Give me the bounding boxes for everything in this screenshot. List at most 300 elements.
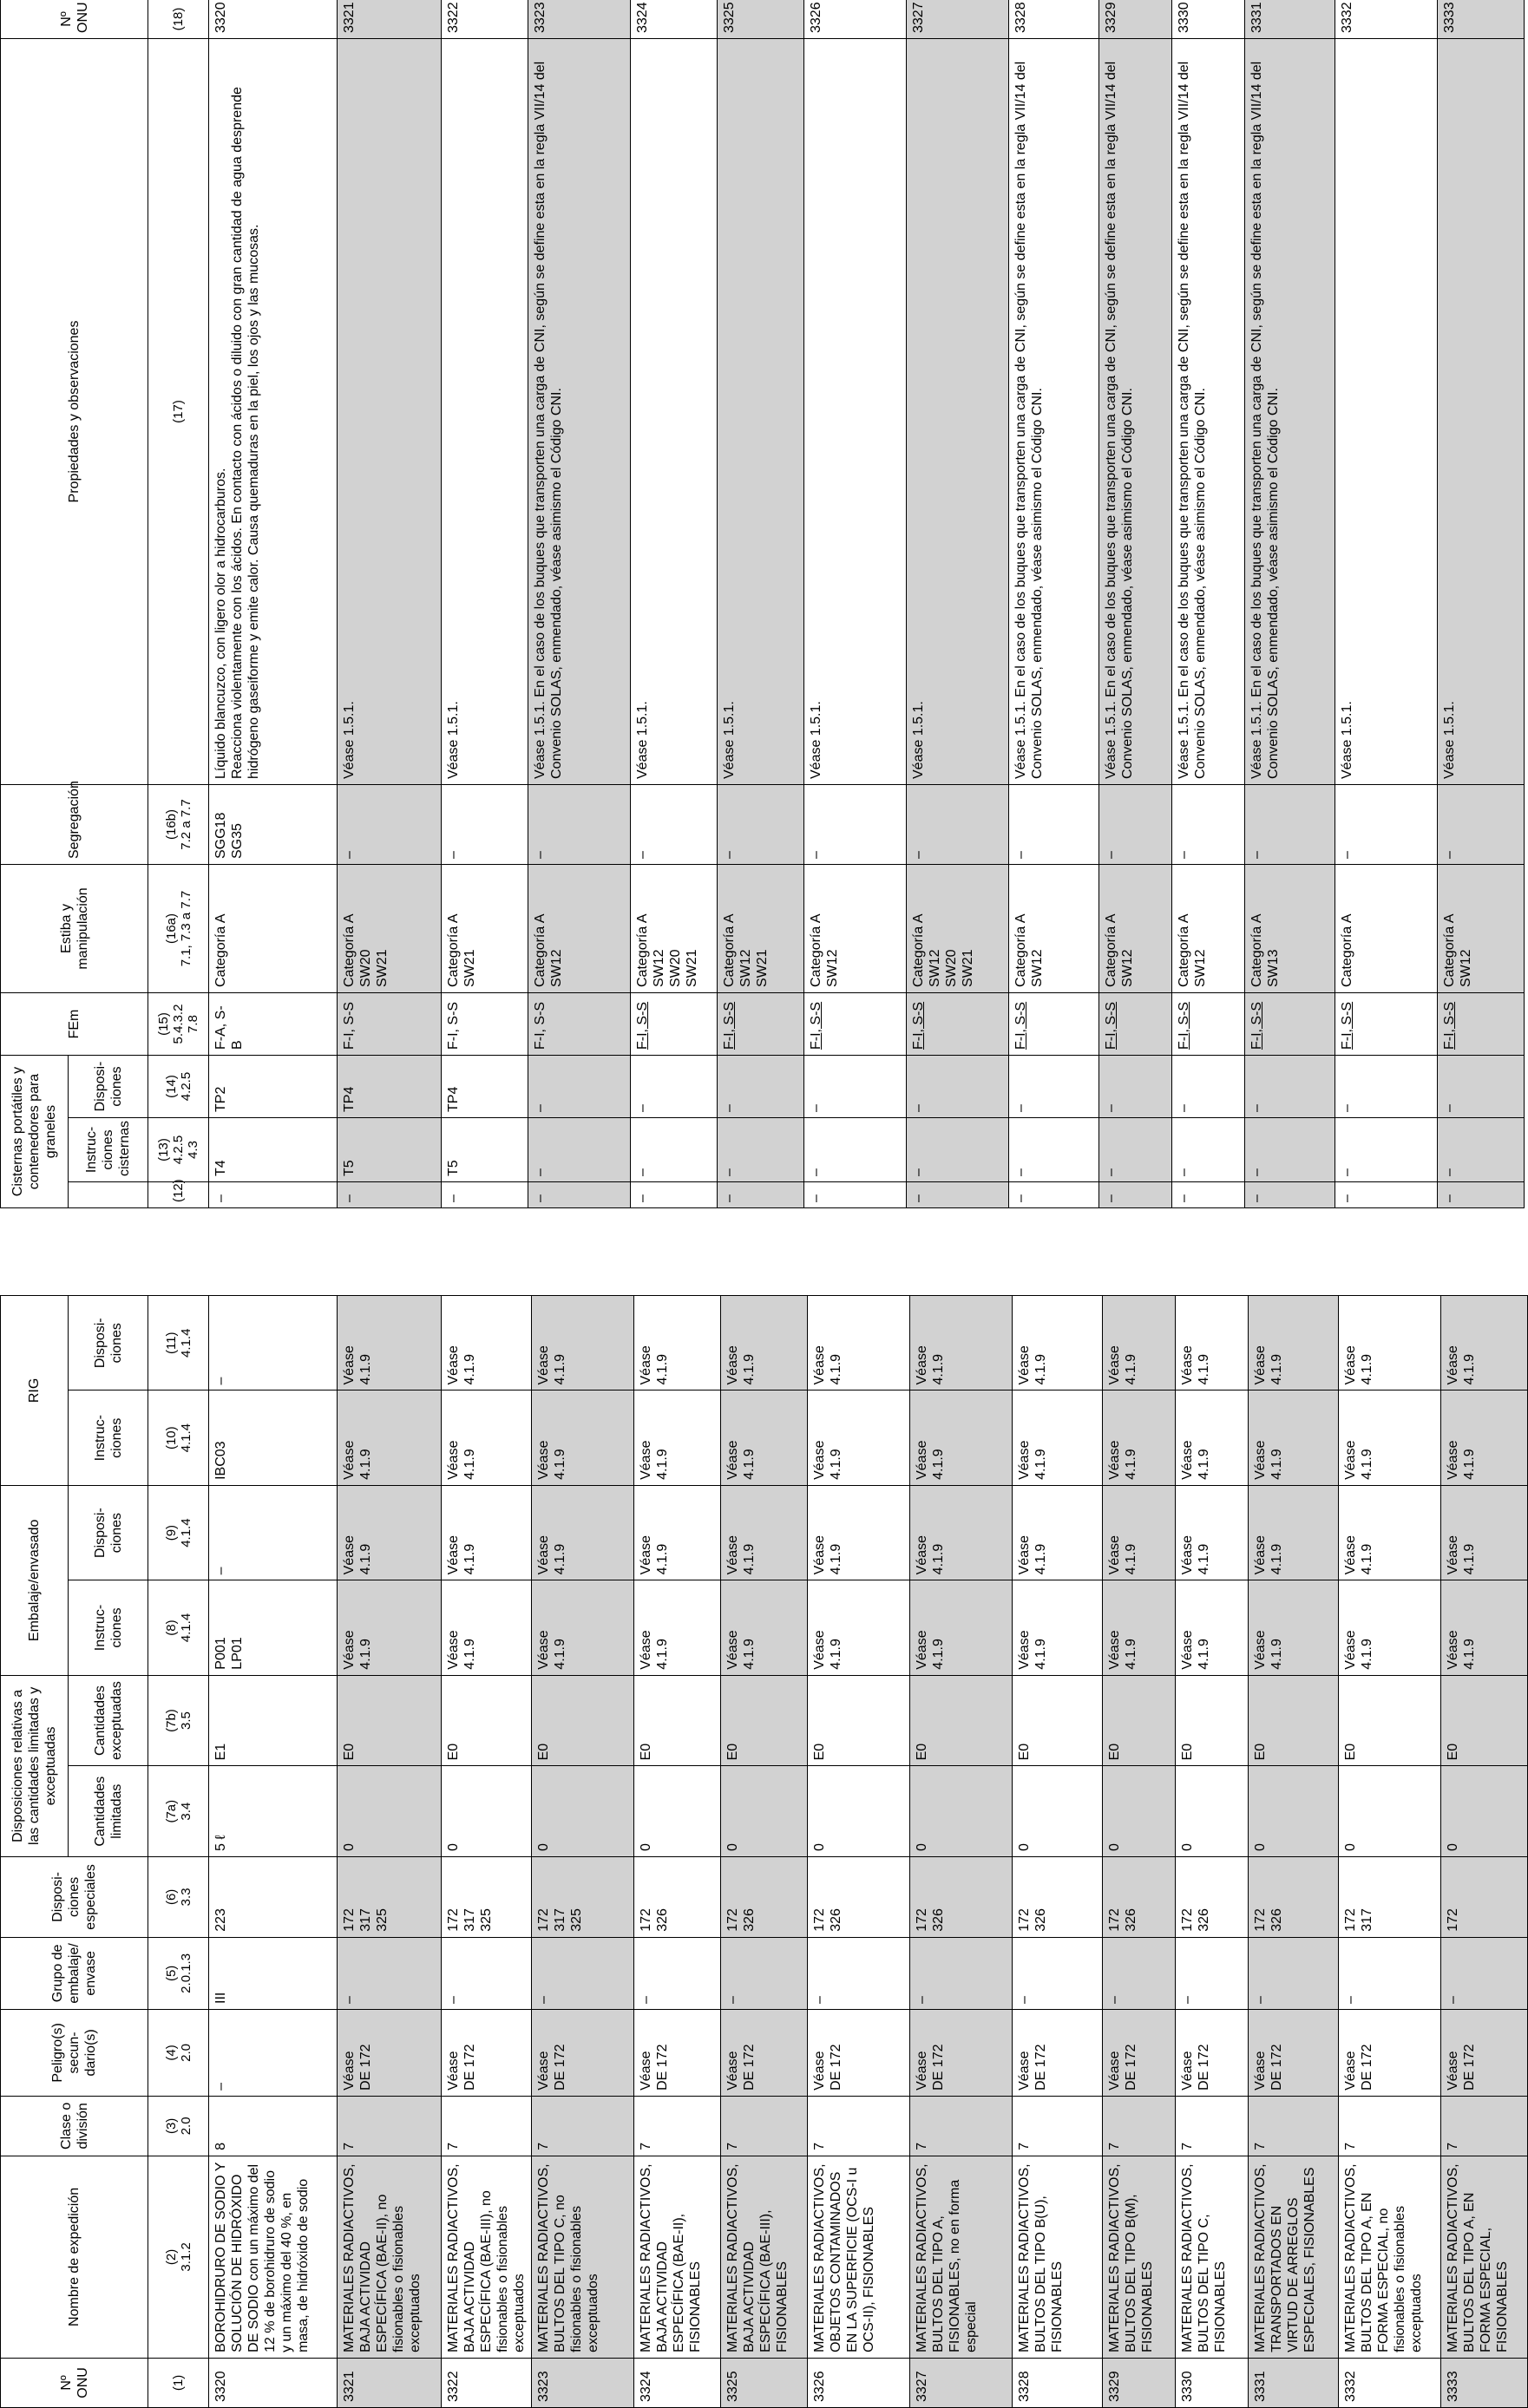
cell-c4: [1441, 2009, 1528, 2096]
cell-text: 7: [1107, 2142, 1122, 2150]
header-limited-quantities: Cantidades limitadas: [69, 1766, 148, 1857]
cell-text: F-A, S-B: [213, 1005, 245, 1050]
cell-c9: [338, 1485, 442, 1580]
cell-c2: [1103, 2156, 1176, 2358]
colnum-16a: (16a) 7.1, 7.3 a 7.7: [148, 865, 209, 993]
cell-c15: [1009, 993, 1099, 1056]
cell-c14: [1009, 1056, 1099, 1118]
cell-c18: [338, 0, 442, 39]
cell-text: 3324: [639, 2371, 653, 2402]
cell-c8: [442, 1580, 532, 1675]
cell-c15: [1172, 993, 1245, 1056]
cell-text: –: [635, 1194, 650, 1202]
cell-c7a: [338, 1766, 442, 1857]
cell-text: TP4: [342, 1086, 357, 1112]
cell-text: Véase 4.1.9: [1253, 1630, 1284, 1670]
cell-c2: [1013, 2156, 1103, 2358]
cell-text: Categoría A SW12: [809, 913, 840, 987]
cell-c12: [631, 1182, 718, 1208]
cell-c10: [209, 1390, 338, 1485]
cell-c18: [209, 0, 338, 39]
cell-text: F-I, S-S: [1249, 1001, 1264, 1050]
cell-c7b: [1441, 1675, 1528, 1766]
cell-text: 3320: [213, 2371, 228, 2402]
cell-text: Categoría A SW20 SW21: [342, 913, 390, 987]
cell-text: Categoría A SW12: [1177, 913, 1208, 987]
colnum-14: (14) 4.2.5: [148, 1056, 209, 1118]
header-un-number-left: Nº ONU: [1, 2358, 148, 2407]
cell-c6: [910, 1857, 1013, 1938]
cell-c17: [1099, 39, 1172, 785]
cell-text: –: [809, 1168, 823, 1176]
cell-text: 3329: [1104, 2, 1118, 33]
cell-text: Véase 4.1.9: [1017, 1534, 1048, 1575]
cell-c16a: [338, 865, 442, 993]
cell-text: –: [635, 851, 650, 859]
cell-text: 3323: [536, 2371, 551, 2402]
cell-text: –: [809, 1194, 823, 1202]
cell-text: Categoría A SW12: [533, 913, 564, 987]
cell-text: 7: [725, 2142, 740, 2150]
cell-c16b: [528, 785, 631, 865]
cell-text: –: [533, 1104, 548, 1112]
cell-c17: [907, 39, 1009, 785]
cell-text: Véase 4.1.9: [639, 1345, 670, 1385]
cell-c12: [1172, 1182, 1245, 1208]
cell-c16b: [1335, 785, 1438, 865]
cell-c4: [442, 2009, 532, 2096]
cell-c7b: [1249, 1675, 1339, 1766]
cell-c2: [1249, 2156, 1339, 2358]
cell-c8: [1441, 1580, 1528, 1675]
cell-c8: [209, 1580, 338, 1675]
cell-text: SGG18 SG35: [213, 812, 245, 859]
cell-text: 0: [812, 1843, 827, 1851]
header-ibc-instructions: Instruc- ciones: [69, 1390, 148, 1485]
cell-text: 0: [446, 1843, 461, 1851]
cell-c7b: [910, 1675, 1013, 1766]
cell-c7b: [721, 1675, 808, 1766]
colnum-1: (1): [148, 2358, 209, 2407]
cell-c17: [1335, 39, 1438, 785]
cell-text: F-I, S-S: [1104, 1001, 1118, 1050]
cell-text: 172 326: [1107, 1908, 1138, 1932]
cell-c3: [1249, 2096, 1339, 2156]
cell-text: Categoría A SW12: [1442, 913, 1473, 987]
cell-text: 3331: [1249, 2, 1264, 33]
cell-text: 7: [1253, 2142, 1268, 2150]
cell-text: –: [1249, 1104, 1264, 1112]
cell-c8: [1249, 1580, 1339, 1675]
cell-text: Categoría A SW12 SW20 SW21: [911, 913, 975, 987]
cell-text: E0: [1017, 1743, 1032, 1761]
table-row: [338, 1296, 442, 2408]
cell-text: Véase 4.1.9: [1107, 1345, 1138, 1385]
cell-text: –: [809, 851, 823, 859]
cell-c15: [442, 993, 528, 1056]
cell-text: –: [722, 1168, 737, 1176]
colnum-3: (3) 2.0: [148, 2096, 209, 2156]
cell-c1: [1176, 2358, 1249, 2407]
left-dg-table: [0, 1295, 1528, 2408]
right-table-body: [209, 0, 1525, 1208]
colnum-18: (18): [148, 0, 209, 39]
cell-c9: [209, 1485, 338, 1580]
cell-c14: [1245, 1056, 1335, 1118]
cell-c18: [1099, 0, 1172, 39]
cell-c18: [718, 0, 804, 39]
cell-c5: [1441, 1937, 1528, 2009]
cell-c9: [1103, 1485, 1176, 1580]
cell-text: –: [1177, 851, 1191, 859]
cell-c12: [1438, 1182, 1525, 1208]
cell-text: Véase 4.1.9: [1180, 1440, 1211, 1480]
header-tank-provisions: Disposi- ciones: [69, 1056, 148, 1118]
cell-c4: [1103, 2009, 1176, 2096]
cell-c16a: [1099, 865, 1172, 993]
cell-c17: [442, 39, 528, 785]
cell-c2: [1176, 2156, 1249, 2358]
cell-c14: [1438, 1056, 1525, 1118]
cell-c14: [338, 1056, 442, 1118]
cell-text: 7: [446, 2142, 461, 2150]
cell-c16a: [1245, 865, 1335, 993]
cell-text: MATERIALES RADIACTIVOS, BAJA ACTIVIDAD ESPECÍFICA (BAE-III), no fisionables o fisionables exceptuados: [446, 2163, 527, 2352]
cell-c16a: [907, 865, 1009, 993]
cell-text: MATERIALES RADIACTIVOS, BAJA ACTIVIDAD ESPECÍFICA (BAE-III), FISIONABLES: [725, 2163, 790, 2352]
cell-c10: [532, 1390, 634, 1485]
cell-text: Véase 4.1.9: [342, 1345, 373, 1385]
cell-text: Véase 4.1.9: [1253, 1534, 1284, 1575]
cell-c16b: [1438, 785, 1525, 865]
cell-c1: [532, 2358, 634, 2407]
cell-c6: [532, 1857, 634, 1938]
cell-c15: [718, 993, 804, 1056]
cell-c12: [338, 1182, 442, 1208]
cell-text: –: [446, 1194, 461, 1202]
cell-c9: [1249, 1485, 1339, 1580]
cell-text: –: [911, 851, 926, 859]
cell-c14: [442, 1056, 528, 1118]
cell-text: MATERIALES RADIACTIVOS, BULTOS DEL TIPO C, FISIONABLES: [1180, 2163, 1228, 2352]
cell-c6: [1103, 1857, 1176, 1938]
cell-c6: [1013, 1857, 1103, 1938]
cell-c4: [1176, 2009, 1249, 2096]
cell-text: MATERIALES RADIACTIVOS, BULTOS DEL TIPO A, EN FORMA ESPECIAL, FISIONABLES: [1446, 2163, 1510, 2352]
cell-c7a: [1249, 1766, 1339, 1857]
cell-text: 3333: [1442, 2, 1457, 33]
cell-c11: [634, 1296, 721, 1391]
cell-c10: [721, 1390, 808, 1485]
cell-c16b: [442, 785, 528, 865]
cell-c11: [338, 1296, 442, 1391]
cell-text: Véase DE 172: [1017, 2044, 1048, 2091]
cell-text: Véase 4.1.9: [915, 1440, 946, 1480]
cell-c14: [1335, 1056, 1438, 1118]
cell-text: –: [342, 1194, 357, 1202]
header-limited-excepted: Disposiciones relativas a las cantidades limitadas y exceptuadas: [1, 1675, 69, 1856]
cell-text: –: [812, 1996, 827, 2004]
cell-c18: [1438, 0, 1525, 39]
cell-text: Véase 4.1.9: [1180, 1345, 1211, 1385]
cell-text: Véase 1.5.1. En el caso de los buques que transporten una carga de CNI, según se define esta en la regla VII/14 del Convenio SOLAS, enmendado, véase asimismo el Código CNI.: [1177, 61, 1208, 779]
cell-c15: [338, 993, 442, 1056]
cell-text: F-I, S-S: [1013, 1001, 1028, 1050]
cell-text: Véase 4.1.9: [1253, 1440, 1284, 1480]
cell-c4: [1013, 2009, 1103, 2096]
colnum-2: (2) 3.1.2: [148, 2156, 209, 2358]
cell-text: 7: [915, 2142, 929, 2150]
cell-text: Véase 4.1.9: [725, 1534, 757, 1575]
cell-c11: [1441, 1296, 1528, 1391]
cell-c14: [631, 1056, 718, 1118]
cell-c6: [721, 1857, 808, 1938]
cell-c11: [1339, 1296, 1441, 1391]
cell-c13: [907, 1118, 1009, 1182]
cell-text: –: [639, 1996, 653, 2004]
cell-text: Véase 4.1.9: [1107, 1440, 1138, 1480]
header-packing-group: Grupo de embalaje/ envase: [1, 1937, 148, 2009]
header-ibc: RIG: [1, 1296, 69, 1486]
cell-text: III: [213, 1992, 228, 2004]
cell-c7b: [1176, 1675, 1249, 1766]
colnum-11: (11) 4.1.4: [148, 1296, 209, 1391]
cell-text: Categoría A SW12 SW21: [722, 913, 770, 987]
cell-text: –: [1442, 1104, 1457, 1112]
cell-text: Véase 4.1.9: [1446, 1440, 1477, 1480]
cell-text: –: [1104, 851, 1118, 859]
cell-text: Véase DE 172: [1253, 2044, 1284, 2091]
cell-c18: [442, 0, 528, 39]
table-row: [442, 0, 528, 1208]
cell-c2: [721, 2156, 808, 2358]
cell-text: Véase 4.1.9: [812, 1440, 843, 1480]
cell-c3: [1176, 2096, 1249, 2156]
cell-c11: [721, 1296, 808, 1391]
cell-text: F-I, S-S: [1177, 1001, 1191, 1050]
cell-c5: [1013, 1937, 1103, 2009]
cell-text: –: [533, 1194, 548, 1202]
cell-text: E0: [1253, 1743, 1268, 1761]
cell-c1: [1441, 2358, 1528, 2407]
cell-text: 3329: [1107, 2371, 1122, 2402]
header-un-number-right: Nº ONU: [1, 0, 148, 39]
cell-c13: [718, 1118, 804, 1182]
table-row: [528, 0, 631, 1208]
table-row: [804, 0, 907, 1208]
cell-text: –: [1180, 1996, 1195, 2004]
cell-text: Véase 1.5.1.: [911, 701, 926, 779]
cell-text: –: [725, 1996, 740, 2004]
colnum-4: (4) 2.0: [148, 2009, 209, 2096]
cell-text: 3326: [809, 2, 823, 33]
cell-text: Véase DE 172: [1180, 2044, 1211, 2091]
cell-c4: [532, 2009, 634, 2096]
cell-text: 172: [1446, 1908, 1460, 1932]
table-row: [907, 0, 1009, 1208]
cell-text: Categoría A SW12: [1104, 913, 1135, 987]
cell-c7a: [1339, 1766, 1441, 1857]
cell-c5: [1103, 1937, 1176, 2009]
cell-text: Véase 4.1.9: [446, 1440, 477, 1480]
colnum-16b: (16b) 7.2 a 7.7: [148, 785, 209, 865]
cell-c16b: [209, 785, 338, 865]
cell-c8: [532, 1580, 634, 1675]
cell-text: –: [1177, 1104, 1191, 1112]
cell-c16a: [1009, 865, 1099, 993]
cell-text: Véase 4.1.9: [812, 1630, 843, 1670]
cell-text: 172 326: [1253, 1908, 1284, 1932]
table-row: [631, 0, 718, 1208]
cell-text: –: [1013, 1194, 1028, 1202]
cell-text: 0: [1180, 1843, 1195, 1851]
cell-c16b: [1245, 785, 1335, 865]
cell-text: Líquido blancuzco, con ligero olor a hidrocarburos. Reacciona violentamente con los ácidos. En contacto con ácidos o diluido con gran cantidad de agua desprende hidrógeno gaseiforme y emite calor. Causa quemaduras en la piel, los ojos y las mucosas.: [213, 87, 261, 779]
cell-text: Véase 1.5.1.: [1442, 701, 1457, 779]
header-subsidiary-risk: Peligro(s) secun-dario(s): [1, 2009, 148, 2096]
cell-c13: [209, 1118, 338, 1182]
cell-text: 0: [1253, 1843, 1268, 1851]
cell-text: 172 317 325: [446, 1908, 494, 1932]
cell-c8: [808, 1580, 910, 1675]
cell-c14: [1099, 1056, 1172, 1118]
cell-c7a: [634, 1766, 721, 1857]
cell-text: –: [342, 1996, 357, 2004]
cell-c6: [209, 1857, 338, 1938]
cell-c7b: [532, 1675, 634, 1766]
cell-c7b: [808, 1675, 910, 1766]
cell-text: Véase 4.1.9: [1017, 1630, 1048, 1670]
cell-c16a: [1438, 865, 1525, 993]
cell-text: –: [1013, 1168, 1028, 1176]
cell-c3: [442, 2096, 532, 2156]
cell-c7a: [808, 1766, 910, 1857]
cell-c2: [808, 2156, 910, 2358]
cell-c5: [209, 1937, 338, 2009]
cell-text: MATERIALES RADIACTIVOS, BULTOS DEL TIPO B(M), FISIONABLES: [1107, 2163, 1155, 2352]
cell-c1: [1103, 2358, 1176, 2407]
cell-c18: [1245, 0, 1335, 39]
cell-text: Categoría A: [1340, 913, 1354, 987]
table-row: [1245, 0, 1335, 1208]
cell-text: Véase 1.5.1.: [809, 701, 823, 779]
cell-text: T4: [213, 1160, 228, 1176]
cell-text: 7: [1017, 2142, 1032, 2150]
cell-text: Véase 4.1.9: [1446, 1534, 1477, 1575]
table-row: [721, 1296, 808, 2408]
cell-c5: [808, 1937, 910, 2009]
cell-text: –: [213, 2082, 228, 2091]
cell-text: Categoría A: [213, 913, 228, 987]
table-row: [634, 1296, 721, 2408]
cell-text: Véase 4.1.9: [915, 1534, 946, 1575]
cell-c12: [442, 1182, 528, 1208]
cell-text: Véase 4.1.9: [812, 1534, 843, 1575]
cell-c16b: [718, 785, 804, 865]
cell-c13: [528, 1118, 631, 1182]
cell-text: E0: [725, 1743, 740, 1761]
cell-c16b: [631, 785, 718, 865]
header-portable-tanks: Cisternas portátiles y contenedores para graneles: [1, 1056, 69, 1208]
cell-c4: [808, 2009, 910, 2096]
cell-text: 3332: [1343, 2371, 1358, 2402]
table-row: [209, 0, 338, 1208]
cell-text: Véase 4.1.9: [536, 1630, 567, 1670]
cell-c16b: [907, 785, 1009, 865]
cell-c17: [209, 39, 338, 785]
cell-c11: [442, 1296, 532, 1391]
cell-c7b: [1103, 1675, 1176, 1766]
cell-c5: [338, 1937, 442, 2009]
cell-text: T5: [342, 1160, 357, 1176]
cell-c17: [338, 39, 442, 785]
header-packing-instructions: Instruc- ciones: [69, 1580, 148, 1675]
header-blank-12: [69, 1182, 148, 1208]
cell-text: Véase 4.1.9: [1343, 1345, 1374, 1385]
cell-text: –: [1017, 1996, 1032, 2004]
cell-c3: [1441, 2096, 1528, 2156]
cell-text: –: [911, 1168, 926, 1176]
cell-c3: [1103, 2096, 1176, 2156]
header-excepted-quantities: Cantidades exceptuadas: [69, 1675, 148, 1766]
cell-c3: [1339, 2096, 1441, 2156]
cell-text: 0: [536, 1843, 551, 1851]
colnum-7b: (7b) 3.5: [148, 1675, 209, 1766]
cell-text: 3330: [1177, 2, 1191, 33]
header-class: Clase o división: [1, 2096, 148, 2156]
cell-c1: [808, 2358, 910, 2407]
cell-c9: [1176, 1485, 1249, 1580]
cell-text: E0: [536, 1743, 551, 1761]
cell-text: Véase 4.1.9: [1343, 1440, 1374, 1480]
cell-text: –: [911, 1104, 926, 1112]
cell-text: MATERIALES RADIACTIVOS, BULTOS DEL TIPO C, no fisionables o fisionables exceptuados: [536, 2163, 600, 2352]
cell-text: 0: [915, 1843, 929, 1851]
cell-text: Categoría A SW12: [1013, 913, 1045, 987]
cell-text: Véase 4.1.9: [915, 1630, 946, 1670]
cell-text: –: [722, 1194, 737, 1202]
cell-c16a: [1335, 865, 1438, 993]
cell-c5: [721, 1937, 808, 2009]
colnum-8: (8) 4.1.4: [148, 1580, 209, 1675]
cell-text: F-I, S-S: [1340, 1001, 1354, 1050]
cell-text: Véase 4.1.9: [725, 1345, 757, 1385]
cell-text: 3323: [533, 2, 548, 33]
cell-text: Véase 4.1.9: [536, 1534, 567, 1575]
cell-text: 172 326: [639, 1908, 670, 1932]
cell-text: 0: [725, 1843, 740, 1851]
cell-text: 3322: [446, 2371, 461, 2402]
cell-c17: [1009, 39, 1099, 785]
cell-c7a: [910, 1766, 1013, 1857]
cell-text: Véase DE 172: [446, 2044, 477, 2091]
cell-c12: [209, 1182, 338, 1208]
table-row: [1099, 0, 1172, 1208]
cell-c12: [1245, 1182, 1335, 1208]
cell-text: TP2: [213, 1086, 228, 1112]
table-row: [442, 1296, 532, 2408]
cell-text: –: [1442, 1168, 1457, 1176]
cell-c14: [209, 1056, 338, 1118]
cell-text: E0: [1446, 1743, 1460, 1761]
table-row: [1176, 1296, 1249, 2408]
cell-c6: [808, 1857, 910, 1938]
header-segregation: Segregación: [1, 785, 148, 865]
colnum-6: (6) 3.3: [148, 1857, 209, 1938]
table-row: [718, 0, 804, 1208]
cell-text: 3321: [342, 2371, 357, 2402]
cell-c12: [528, 1182, 631, 1208]
